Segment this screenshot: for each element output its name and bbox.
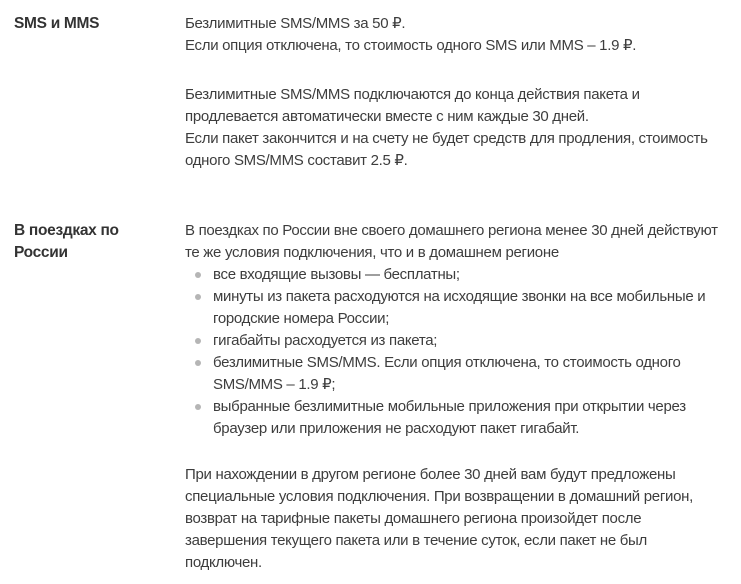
section-label-travel-russia: В поездках по России (14, 222, 119, 261)
text-line: Безлимитные SMS/MMS за 50 ₽. (185, 15, 406, 32)
list-item-text: гигабайты расходуется из пакета; (213, 332, 438, 349)
paragraph-renewal (185, 84, 725, 172)
list-item-text: все входящие вызовы — бесплатны; (213, 266, 460, 283)
section-travel-russia-content (185, 220, 725, 574)
list-item-text: выбранные безлимитные мобильные приложения при открытии через браузер или приложения не расходуют пакет гигабайт. (213, 398, 686, 437)
list-item (185, 396, 725, 440)
section-sms-mms-content (185, 13, 725, 172)
bullet-dot-icon (195, 272, 201, 278)
travel-conditions-list (185, 264, 725, 440)
bullet-dot-icon (195, 360, 201, 366)
list-item-text: безлимитные SMS/MMS. Если опция отключена, то стоимость одного SMS/MMS – 1.9 ₽; (213, 354, 681, 393)
bullet-dot-icon (195, 338, 201, 344)
text-line: Безлимитные SMS/MMS подключаются до конца действия пакета и продлевается автоматически вместе с ним каждые 30 дней. (185, 86, 640, 125)
paragraph-price (185, 13, 725, 57)
paragraph-travel-outro: При нахождении в другом регионе более 30 дней вам будут предложены специальные условия подключения. При возвращении в домашний регион, возврат на тарифные пакеты домашнего региона произойдет после завершения текущего пакета или в течение суток, если пакет не был подключен. (185, 466, 693, 571)
bullet-dot-icon (195, 404, 201, 410)
section-sms-mms (14, 13, 741, 172)
section-travel-russia (14, 220, 741, 574)
section-label-sms-mms: SMS и MMS (14, 15, 100, 32)
list-item (185, 286, 725, 330)
paragraph-travel-intro: В поездках по России вне своего домашнего региона менее 30 дней действуют те же условия подключения, что и в домашнем регионе (185, 222, 718, 261)
list-item (185, 352, 725, 396)
list-item (185, 264, 725, 286)
bullet-dot-icon (195, 294, 201, 300)
list-item-text: минуты из пакета расходуются на исходящие звонки на все мобильные и городские номера России; (213, 288, 706, 327)
text-line: Если пакет закончится и на счету не будет средств для продления, стоимость одного SMS/MMS составит 2.5 ₽. (185, 130, 708, 169)
list-item (185, 330, 725, 352)
text-line: Если опция отключена, то стоимость одного SMS или MMS – 1.9 ₽. (185, 37, 637, 54)
